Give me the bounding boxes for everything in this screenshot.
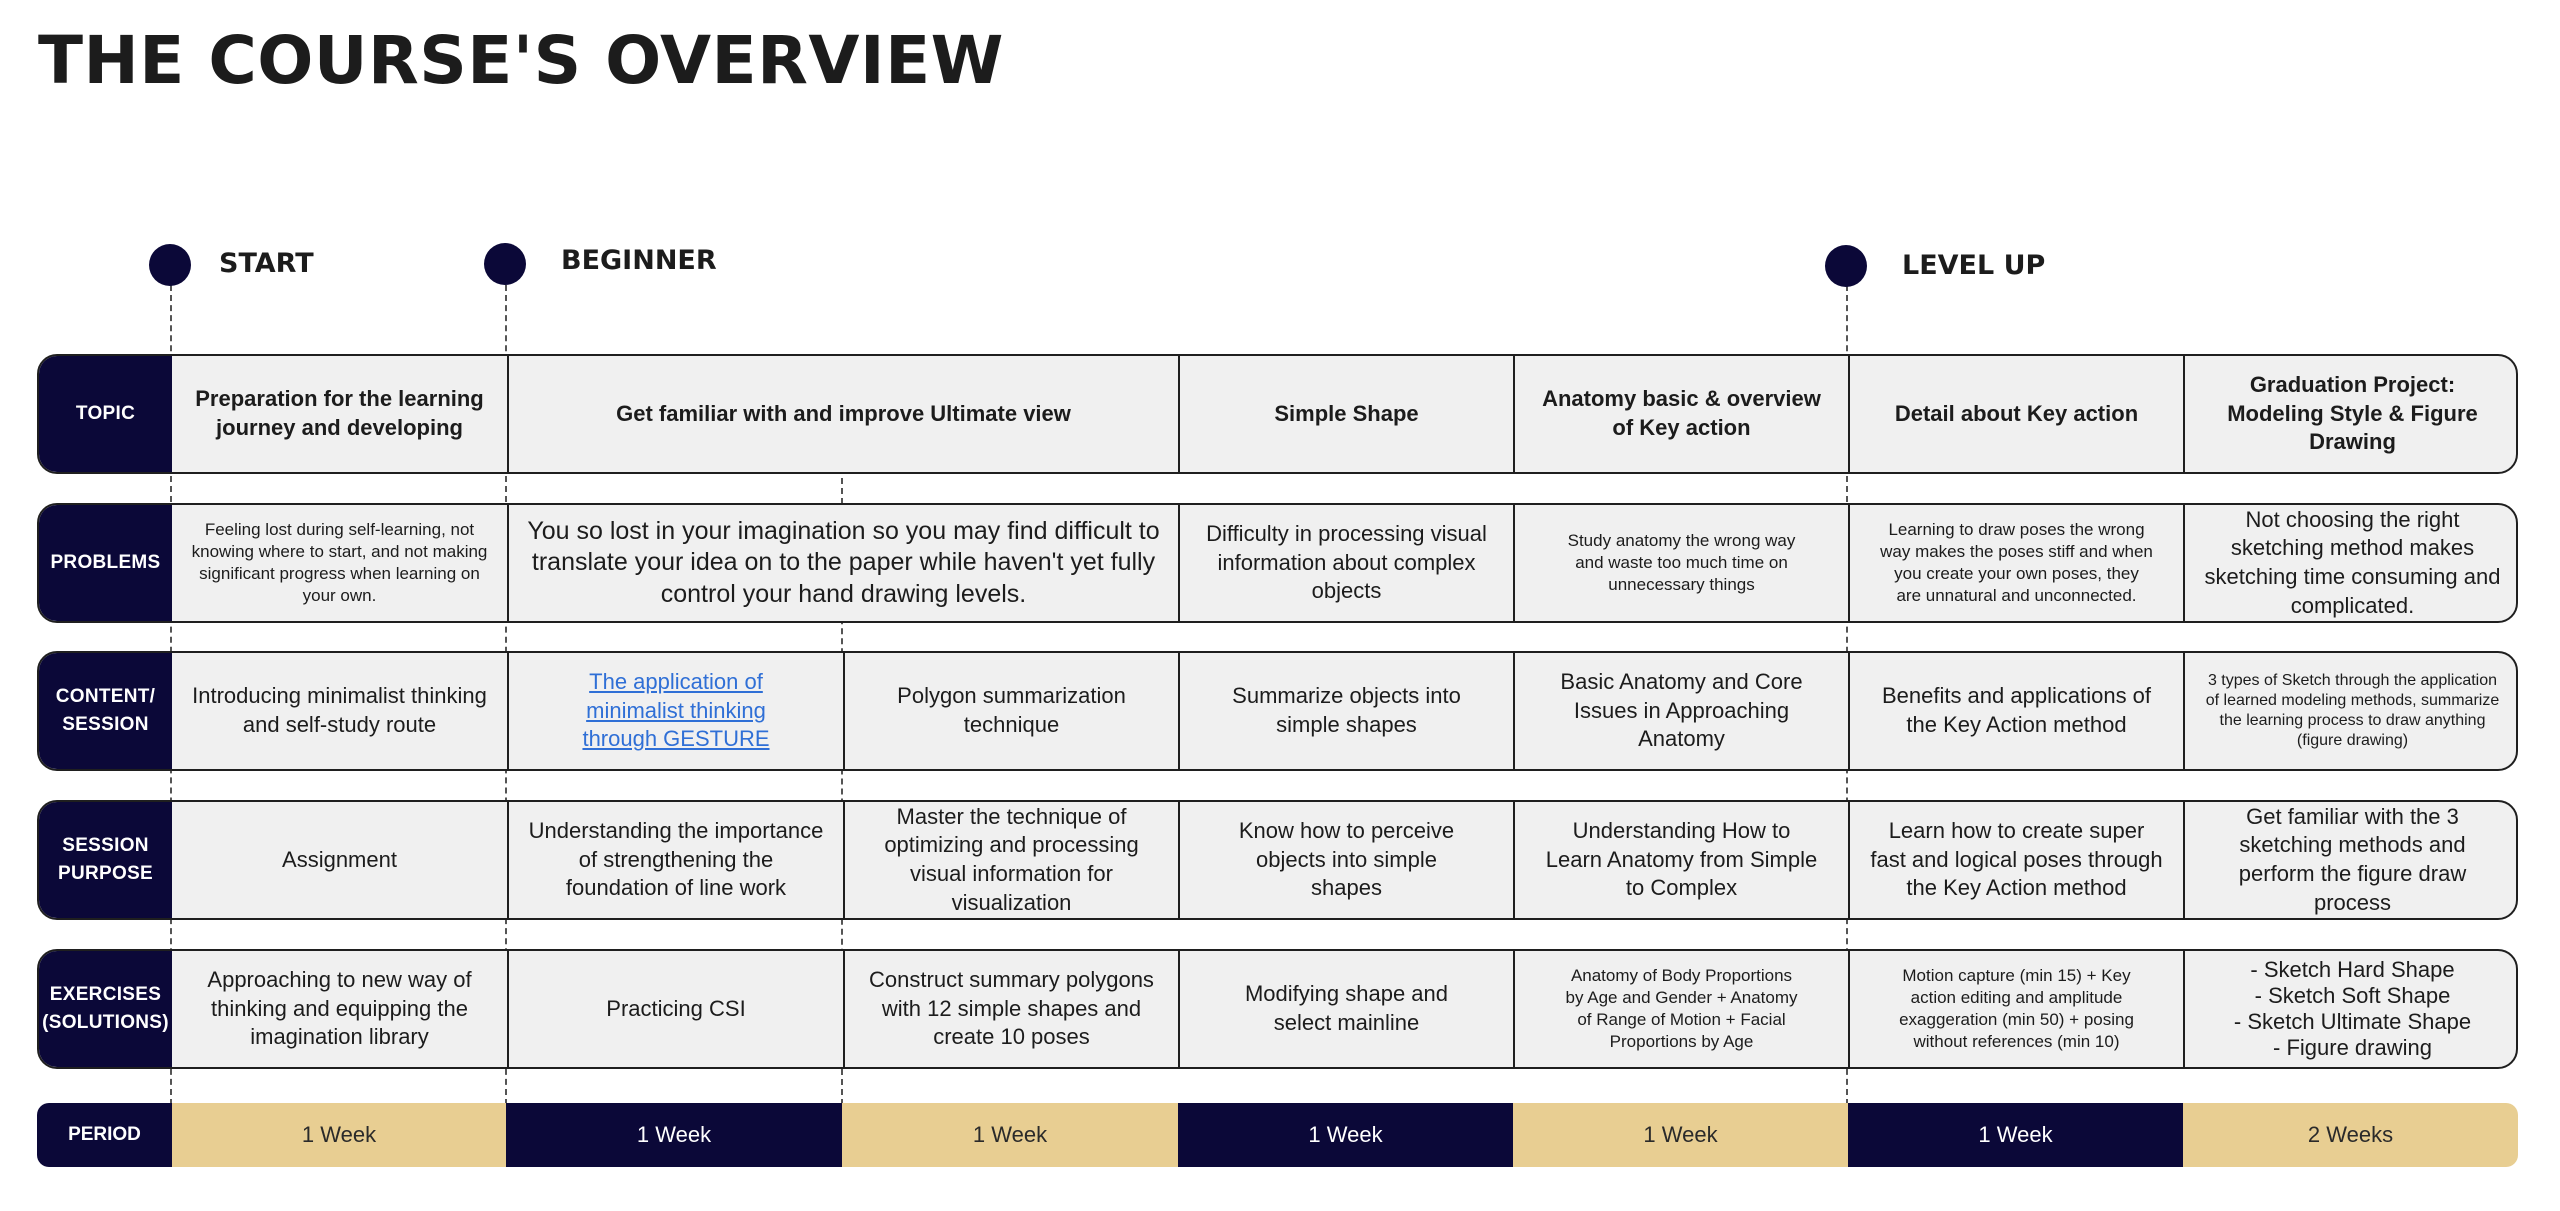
exercise-list-item: - Sketch Hard Shape xyxy=(2250,957,2455,983)
content-cell: Benefits and applications of the Key Action method xyxy=(1848,653,2183,769)
exercises-cell: Motion capture (min 15) + Key action editing and amplitude exaggeration (min 50) + posing without references (min 10) xyxy=(1848,951,2183,1067)
problems-row xyxy=(37,503,2518,623)
exercises-cell xyxy=(2183,951,2518,1067)
exercises-cell: Practicing CSI xyxy=(507,951,843,1067)
purpose-cell: Understanding How to Learn Anatomy from Simple to Complex xyxy=(1513,802,1848,918)
exercises-cell: Approaching to new way of thinking and equipping the imagination library xyxy=(207,967,472,1050)
stage-marker-start xyxy=(149,244,191,286)
page-title: THE COURSE'S OVERVIEW xyxy=(38,22,1004,99)
row-label-exercises: EXERCISES (SOLUTIONS) xyxy=(39,951,172,1067)
row-label-period: PERIOD xyxy=(37,1103,172,1167)
stage-label-level-up: LEVEL UP xyxy=(1902,250,2046,281)
content-cell: 3 types of Sketch through the application of learned modeling methods, summarize the learning process to draw anything (figure drawing) xyxy=(2183,653,2518,769)
exercise-list-item: - Sketch Soft Shape xyxy=(2254,983,2451,1009)
purpose-cell: Get familiar with the 3 sketching methods and perform the figure draw process xyxy=(2183,802,2518,918)
content-cell: Introducing minimalist thinking and self-study route xyxy=(192,683,487,737)
topic-cell: Get familiar with and improve Ultimate view xyxy=(507,356,1178,472)
problems-cell: Study anatomy the wrong way and waste too much time on unnecessary things xyxy=(1513,505,1848,621)
row-label-problems: PROBLEMS xyxy=(39,505,172,621)
problems-cell: Feeling lost during self-learning, not knowing where to start, and not making significant progress when learning on your own. xyxy=(191,519,488,606)
purpose-cell: Know how to perceive objects into simple shapes xyxy=(1178,802,1513,918)
content-row xyxy=(37,651,2518,771)
topic-cell: Simple Shape xyxy=(1178,356,1513,472)
purpose-cell: Master the technique of optimizing and processing visual information for visualization xyxy=(843,802,1178,918)
stage-marker-level-up xyxy=(1825,245,1867,287)
topic-cell: Anatomy basic & overview of Key action xyxy=(1513,356,1848,472)
row-label-topic: TOPIC xyxy=(39,356,172,472)
period-cell: 1 Week xyxy=(842,1103,1178,1167)
exercises-row xyxy=(37,949,2518,1069)
content-cell: Polygon summarization technique xyxy=(843,653,1178,769)
purpose-cell: Understanding the importance of strengthening the foundation of line work xyxy=(507,802,843,918)
row-label-content: CONTENT/ SESSION xyxy=(39,653,172,769)
period-cell: 2 Weeks xyxy=(2183,1103,2518,1167)
problems-cell: Learning to draw poses the wrong way makes the poses stiff and when you create your own poses, they are unnatural and unconnected. xyxy=(1848,505,2183,621)
exercises-cell: Modifying shape and select mainline xyxy=(1178,951,1513,1067)
row-label-purpose: SESSION PURPOSE xyxy=(39,802,172,918)
period-cell: 1 Week xyxy=(1178,1103,1513,1167)
content-cell: Summarize objects into simple shapes xyxy=(1178,653,1513,769)
period-cell: 1 Week xyxy=(1513,1103,1848,1167)
problems-cell: Difficulty in processing visual information about complex objects xyxy=(1178,505,1513,621)
exercise-list-item: - Figure drawing xyxy=(2273,1034,2432,1060)
stage-label-beginner: BEGINNER xyxy=(561,245,717,276)
exercise-list-item: - Sketch Ultimate Shape xyxy=(2233,1009,2472,1034)
exercises-cell: Construct summary polygons with 12 simple shapes and create 10 poses xyxy=(843,951,1178,1067)
content-cell xyxy=(507,653,843,769)
gesture-link[interactable]: The application of minimalist thinking through GESTURE xyxy=(582,669,770,752)
exercises-cell: Anatomy of Body Proportions by Age and Gender + Anatomy of Range of Motion + Facial Proportions by Age xyxy=(1513,951,1848,1067)
purpose-row xyxy=(37,800,2518,920)
problems-cell: Not choosing the right sketching method makes sketching time consuming and complicated. xyxy=(2183,505,2518,621)
stage-label-start: START xyxy=(219,248,314,279)
topic-row xyxy=(37,354,2518,474)
problems-cell: You so lost in your imagination so you may find difficult to translate your idea on to the paper while haven't yet fully control your hand drawing levels. xyxy=(507,505,1178,621)
period-cell: 1 Week xyxy=(172,1103,506,1167)
topic-cell: Graduation Project: Modeling Style & Figure Drawing xyxy=(2183,356,2518,472)
purpose-cell: Assignment xyxy=(282,846,397,872)
period-row xyxy=(37,1103,2518,1167)
period-cell: 1 Week xyxy=(1848,1103,2183,1167)
topic-cell: Detail about Key action xyxy=(1848,356,2183,472)
purpose-cell: Learn how to create super fast and logical poses through the Key Action method xyxy=(1848,802,2183,918)
period-cell: 1 Week xyxy=(506,1103,842,1167)
stage-marker-beginner xyxy=(484,243,526,285)
topic-cell: Preparation for the learning journey and developing xyxy=(195,386,484,440)
content-cell: Basic Anatomy and Core Issues in Approaching Anatomy xyxy=(1513,653,1848,769)
